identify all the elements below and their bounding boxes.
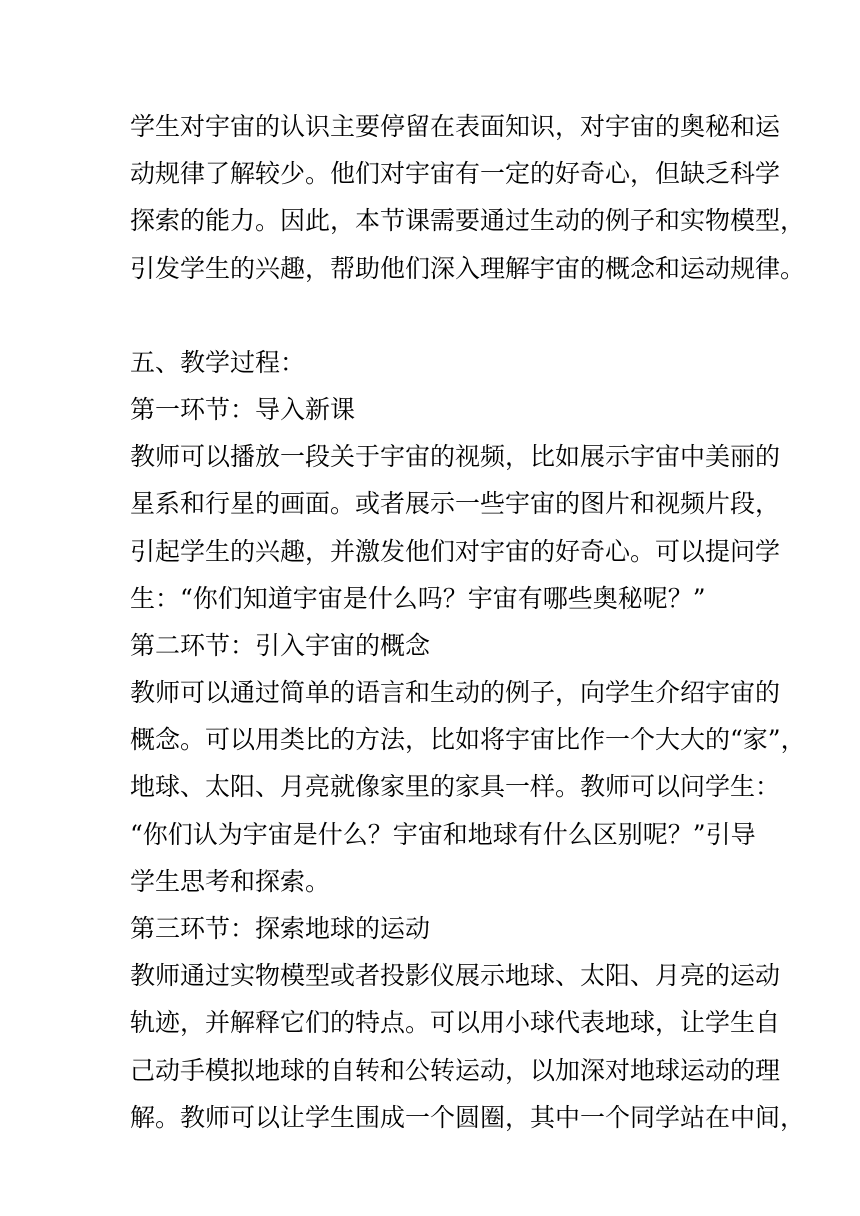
- paragraph-line: 概念。可以用类比的方法，比如将宇宙比作一个大大的“家”，: [130, 725, 806, 755]
- step1-heading: 第一环节：导入新课: [130, 394, 356, 424]
- document-body: [130, 103, 806, 1141]
- blank-line: [130, 292, 745, 339]
- paragraph-line: 己动手模拟地球的自转和公转运动，以加深对地球运动的理: [130, 1055, 781, 1085]
- paragraph-line: 教师可以通过简单的语言和生动的例子，向学生介绍宇宙的: [130, 678, 781, 708]
- step3-heading: 第三环节：探索地球的运动: [130, 914, 431, 943]
- paragraph-line: 地球、太阳、月亮就像家里的家具一样。教师可以问学生：: [130, 772, 781, 802]
- paragraph-line: 教师可以播放一段关于宇宙的视频，比如展示宇宙中美丽的: [130, 442, 781, 472]
- paragraph-line: 星系和行星的画面。或者展示一些宇宙的图片和视频片段，: [130, 489, 781, 519]
- paragraph-line: 引起学生的兴趣，并激发他们对宇宙的好奇心。可以提问学: [130, 536, 781, 566]
- paragraph-line: 动规律了解较少。他们对宇宙有一定的好奇心，但缺乏科学: [130, 159, 781, 189]
- step2-paragraph: [130, 669, 806, 905]
- step2-heading: 第二环节：引入宇宙的概念: [130, 630, 431, 660]
- paragraph-line: 教师通过实物模型或者投影仪展示地球、太阳、月亮的运动: [130, 961, 781, 991]
- intro-paragraph: [130, 103, 806, 292]
- paragraph-line: 解。教师可以让学生围成一个圆圈，其中一个同学站在中间，: [130, 1102, 806, 1132]
- paragraph-line: 引发学生的兴趣，帮助他们深入理解宇宙的概念和运动规律。: [130, 253, 806, 283]
- step1-paragraph: [130, 433, 781, 622]
- paragraph-line: 学生对宇宙的认识主要停留在表面知识，对宇宙的奥秘和运: [130, 112, 781, 141]
- paragraph-line: 生：“你们知道宇宙是什么吗？宇宙有哪些奥秘呢？”: [130, 583, 706, 613]
- paragraph-line: 学生思考和探索。: [130, 866, 331, 896]
- paragraph-line: 轨迹，并解释它们的特点。可以用小球代表地球，让学生自: [130, 1008, 781, 1038]
- paragraph-line: “你们认为宇宙是什么？宇宙和地球有什么区别呢？”引导: [130, 819, 756, 849]
- section-heading: 五、教学过程：: [130, 347, 306, 377]
- paragraph-line: 探索的能力。因此，本节课需要通过生动的例子和实物模型，: [130, 206, 806, 236]
- step3-paragraph: [130, 952, 806, 1141]
